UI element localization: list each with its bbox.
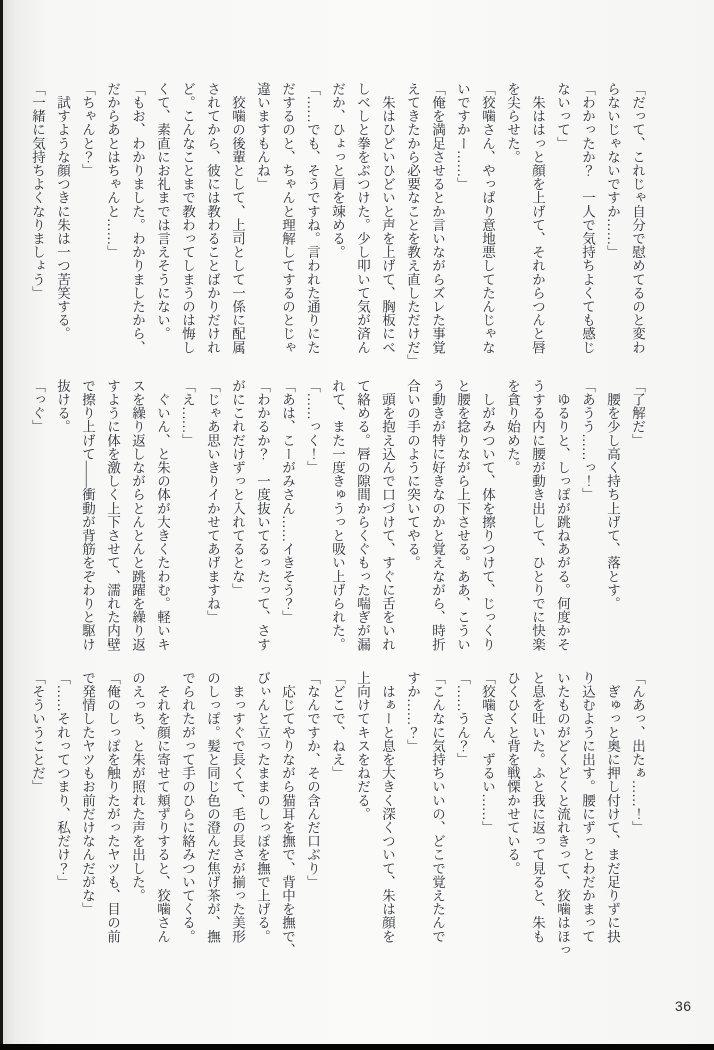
- text-column: で発情したヤツもお前だけなんだがな」: [80, 671, 95, 916]
- text-column: 「一緒に気持ちよくなりましょう」: [30, 82, 45, 300]
- text-column: ないって」: [555, 82, 570, 150]
- text-column: 狡噛の後輩として、上司として一係に配属: [230, 82, 245, 354]
- text-column: 「ちゃんと？」: [80, 82, 95, 178]
- text-column: ぐいん、と朱の体が大きくたわむ。軽いキ: [155, 379, 170, 651]
- text-column: まっすぐで長くて、毛の長さが揃った美形: [230, 671, 245, 943]
- scan-edge-bottom: [0, 1044, 714, 1050]
- text-column: 「了解だ」: [630, 379, 645, 447]
- text-column: 頭を抱え込んで口づけて、すぐに舌をいれ: [380, 379, 395, 651]
- text-column: 「っぐ」: [30, 379, 45, 434]
- text-column: 「あは、こーがみさん……イきそう？」: [280, 379, 295, 624]
- text-column: 「……でも、そうですね。言われた通りにた: [305, 82, 320, 354]
- text-column: ゆるりと、しっぽが跳ねあがる。何度かそ: [555, 379, 570, 651]
- text-column: 抜ける。: [55, 379, 70, 434]
- text-column: て絡める。唇の隙間からくぐもった喘ぎが漏: [355, 379, 370, 651]
- text-column: ど。こんなことまで教わってしまうのは悔し: [180, 82, 195, 354]
- text-column: 朱ははっと顔を上げて、それからつんと唇: [530, 82, 545, 354]
- text-column: だか、ひょっと肩を竦める。: [330, 82, 345, 259]
- text-column: と腰を捻りながら上下させる。ああ、こうい: [455, 379, 470, 651]
- text-column: 「だって、これじゃ自分で慰めてるのと変わ: [630, 82, 645, 354]
- text-column: されてから、彼には教わることばかりだけれ: [205, 82, 220, 354]
- text-column: すか……？」: [405, 671, 420, 753]
- text-column: 応じてやりながら猫耳を撫で、背中を撫で、: [280, 671, 295, 957]
- text-column: 「……っく！」: [305, 379, 320, 475]
- text-column: 「……うん？」: [455, 671, 470, 767]
- text-column: 「そういうことだ」: [30, 671, 45, 794]
- text-column: 「俺のしっぽを触りたがったヤツも、目の前: [105, 671, 120, 943]
- text-column: すように体を激しく上下させて、濡れた内壁: [105, 379, 120, 651]
- text-column: いですかー……」: [455, 82, 470, 191]
- text-column: 「んあっ、出たぁ……！」: [630, 671, 645, 835]
- text-column: 「あうう……っ！」: [580, 379, 595, 502]
- text-column: しがみついて、体を擦りつけて、じっくり: [480, 379, 495, 651]
- text-column: 「わかるか？ 一度抜いてるったって、さす: [255, 379, 270, 651]
- text-band-top: [22, 82, 650, 372]
- text-column: と息を吐いた。ふと我に返って見ると、朱も: [530, 671, 545, 943]
- text-column: がにこれだけずっと入れてるとな」: [230, 379, 245, 597]
- text-column: 「……それってつまり、私だけ？」: [55, 671, 70, 889]
- text-column: れて、また一度きゅうっと吸い上げられた。: [330, 379, 345, 651]
- text-column: いたものがどくどくと流れきって、狡噛はほっ: [555, 671, 570, 957]
- text-column: らないじゃないですか……」: [605, 82, 620, 259]
- text-column: びぃんと立ったままのしっぽを撫で上げる。: [255, 671, 270, 943]
- page-number: 36: [675, 998, 692, 1014]
- text-column: 試すような顔つきに朱は一つ苦笑する。: [55, 82, 70, 341]
- text-column: 「狡噛さん、やっぱり意地悪してたんじゃな: [480, 82, 495, 354]
- text-column: 「俺を満足させるとか言いながらズレた事覚: [430, 82, 445, 354]
- text-column: り込むように出す。腰にずっとわだかまって: [580, 671, 595, 943]
- text-column: うする内に腰が動き出して、ひとりでに快楽: [530, 379, 545, 651]
- text-column: それを顔に寄せて頬ずりすると、狡噛さん: [155, 671, 170, 943]
- text-column: のえっち、と朱が照れた声を出した。: [130, 671, 145, 903]
- page-paper: [3, 0, 714, 1044]
- text-column: だするのと、ちゃんと理解してするのとじゃ: [280, 82, 295, 354]
- text-column: だからあとはちゃんと……」: [105, 82, 120, 259]
- text-column: 「どこで、ねえ」: [330, 671, 345, 780]
- text-column: ひくひくと背を戦慄かせている。: [505, 671, 520, 875]
- text-column: う動きが特に好きなのかと覚えながら、時折: [430, 379, 445, 651]
- text-column: 「え……」: [180, 379, 195, 447]
- text-column: 違いますもんね」: [255, 82, 270, 191]
- text-band-bottom: [22, 671, 650, 961]
- text-column: 「もお、わかりました。わかりましたから、: [130, 82, 145, 354]
- scan-edge-left: [0, 0, 3, 1050]
- text-column: 腰を少し高く持ち上げて、落とす。: [605, 379, 620, 611]
- text-band-middle: [22, 379, 650, 669]
- text-column: を貪り始めた。: [505, 379, 520, 475]
- text-column: 「じゃあ思いきりイかせてあげますね」: [205, 379, 220, 624]
- text-column: 合いの手のように突いてやる。: [405, 379, 420, 570]
- text-column: 「なんですか、その含んだ口ぶり」: [305, 671, 320, 889]
- text-column: を尖らせた。: [505, 82, 520, 164]
- text-column: 「わかったか？ 一人で気持ちよくても感じ: [580, 82, 595, 354]
- text-column: 「こんなに気持ちいいの、どこで覚えたんで: [430, 671, 445, 943]
- text-column: 朱はひどいひどいと声を上げて、胸板にべ: [380, 82, 395, 354]
- text-column: ぎゅっと奥に押し付けて、まだ足りずに抉: [605, 671, 620, 943]
- text-column: くて、素直にお礼までは言えそうにない。: [155, 82, 170, 341]
- text-column: スを繰り返しながらとんとんと跳躍を繰り返: [130, 379, 145, 651]
- text-column: えてきたから必要なことを教え直しただけだ」: [405, 82, 420, 368]
- text-column: はぁーと息を大きく深くついて、朱は顔を: [380, 671, 395, 943]
- text-column: で擦り上げて——衝動が背筋をぞわりと駆け: [80, 379, 95, 651]
- text-column: しべしと拳をぶつけた。少し叩いて気が済ん: [355, 82, 370, 354]
- text-column: 上向けてキスをねだる。: [355, 671, 370, 821]
- text-column: のしっぽ。髪と同じ色の澄んだ焦げ茶が、撫: [205, 671, 220, 943]
- text-column: でられたがって手のひらに絡みついてくる。: [180, 671, 195, 943]
- text-column: 「狡噛さん、ずるい……」: [480, 671, 495, 835]
